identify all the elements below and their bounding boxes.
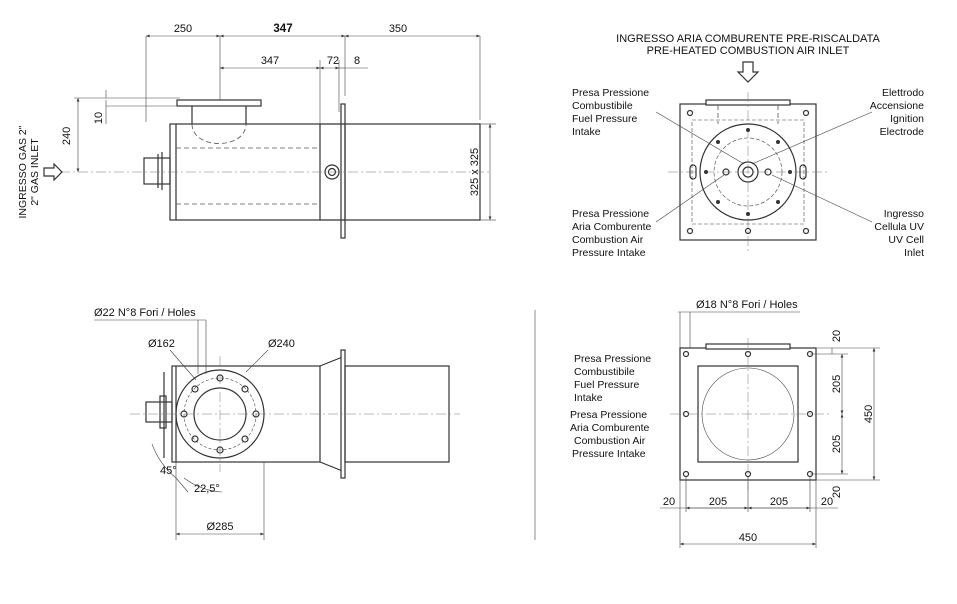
ignition-label-4: Electrode — [879, 126, 924, 138]
dim-v20-top: 20 — [831, 329, 843, 343]
dim-h450: 450 — [738, 532, 758, 544]
front-fuel-pressure-4: Intake — [572, 126, 601, 138]
front-air-pressure-2: Aria Comburente — [572, 221, 652, 233]
dim-72: 72 — [326, 55, 340, 67]
dim-347-top: 347 — [273, 23, 293, 35]
front-fuel-pressure-1: Presa Pressione — [572, 87, 650, 99]
dim-347: 347 — [260, 55, 280, 67]
gas-inlet-arrow-icon — [44, 164, 62, 180]
dim-325: 325 x 325 — [469, 147, 481, 197]
dim-250: 250 — [173, 23, 193, 35]
flange-air-pressure-3: Combustion Air — [574, 435, 646, 447]
dim-d162: Ø162 — [148, 338, 175, 350]
front-title-en: PRE-HEATED COMBUSTION AIR INLET — [646, 45, 850, 57]
dim-240: 240 — [61, 126, 73, 146]
front-fuel-pressure-3: Fuel Pressure — [572, 113, 638, 125]
flange-fuel-pressure-2: Combustibile — [574, 366, 635, 378]
flange-fuel-pressure-1: Presa Pressione — [574, 353, 652, 365]
dim-d285: Ø285 — [206, 521, 234, 533]
flange-fuel-pressure-3: Fuel Pressure — [574, 379, 640, 391]
side-view — [17, 23, 496, 238]
dim-350: 350 — [388, 23, 408, 35]
angle-22-5: 22,5° — [194, 483, 220, 495]
ignition-label-2: Accensione — [869, 100, 924, 112]
dim-h20-right: 20 — [820, 496, 834, 508]
dim-v450: 450 — [863, 404, 875, 424]
ignition-label-1: Elettrodo — [881, 87, 924, 99]
dim-v205-a: 205 — [831, 374, 843, 394]
angle-45: 45° — [160, 465, 177, 477]
front-air-pressure-3: Combustion Air — [572, 234, 644, 246]
front-air-pressure-1: Presa Pressione — [572, 208, 650, 220]
gas-inlet-label-it: INGRESSO GAS 2" — [17, 125, 29, 219]
uv-cell-label-1: Ingresso — [883, 208, 924, 220]
top-holes-label: Ø22 N°8 Fori / Holes — [94, 307, 196, 319]
flange-holes-label: Ø18 N°8 Fori / Holes — [696, 299, 798, 311]
top-view — [94, 307, 460, 540]
dim-d240: Ø240 — [268, 338, 295, 350]
air-inlet-arrow-icon — [738, 62, 758, 82]
uv-cell-label-3: UV Cell — [888, 234, 924, 246]
flange-air-pressure-1: Presa Pressione — [570, 409, 648, 421]
front-title-it: INGRESSO ARIA COMBURENTE PRE-RISCALDATA — [616, 33, 880, 45]
flange-fuel-pressure-4: Intake — [574, 392, 603, 404]
dim-v205-b: 205 — [831, 434, 843, 454]
dim-v20-bot: 20 — [831, 485, 843, 499]
dim-8: 8 — [353, 55, 361, 67]
gas-inlet-label-en: 2" GAS INLET — [29, 138, 41, 206]
dim-h20-left: 20 — [662, 496, 676, 508]
flange-view — [570, 299, 880, 548]
uv-cell-label-4: Inlet — [904, 247, 924, 259]
uv-cell-label-2: Cellula UV — [874, 221, 924, 233]
dim-10: 10 — [93, 111, 105, 125]
flange-air-pressure-4: Pressure Intake — [572, 448, 646, 460]
dim-h205-b: 205 — [769, 496, 789, 508]
flange-air-pressure-2: Aria Comburente — [570, 422, 650, 434]
dim-h205-a: 205 — [708, 496, 728, 508]
front-air-pressure-4: Pressure Intake — [572, 247, 646, 259]
ignition-label-3: Ignition — [890, 113, 924, 125]
front-fuel-pressure-2: Combustibile — [572, 100, 633, 112]
front-view — [572, 33, 924, 259]
